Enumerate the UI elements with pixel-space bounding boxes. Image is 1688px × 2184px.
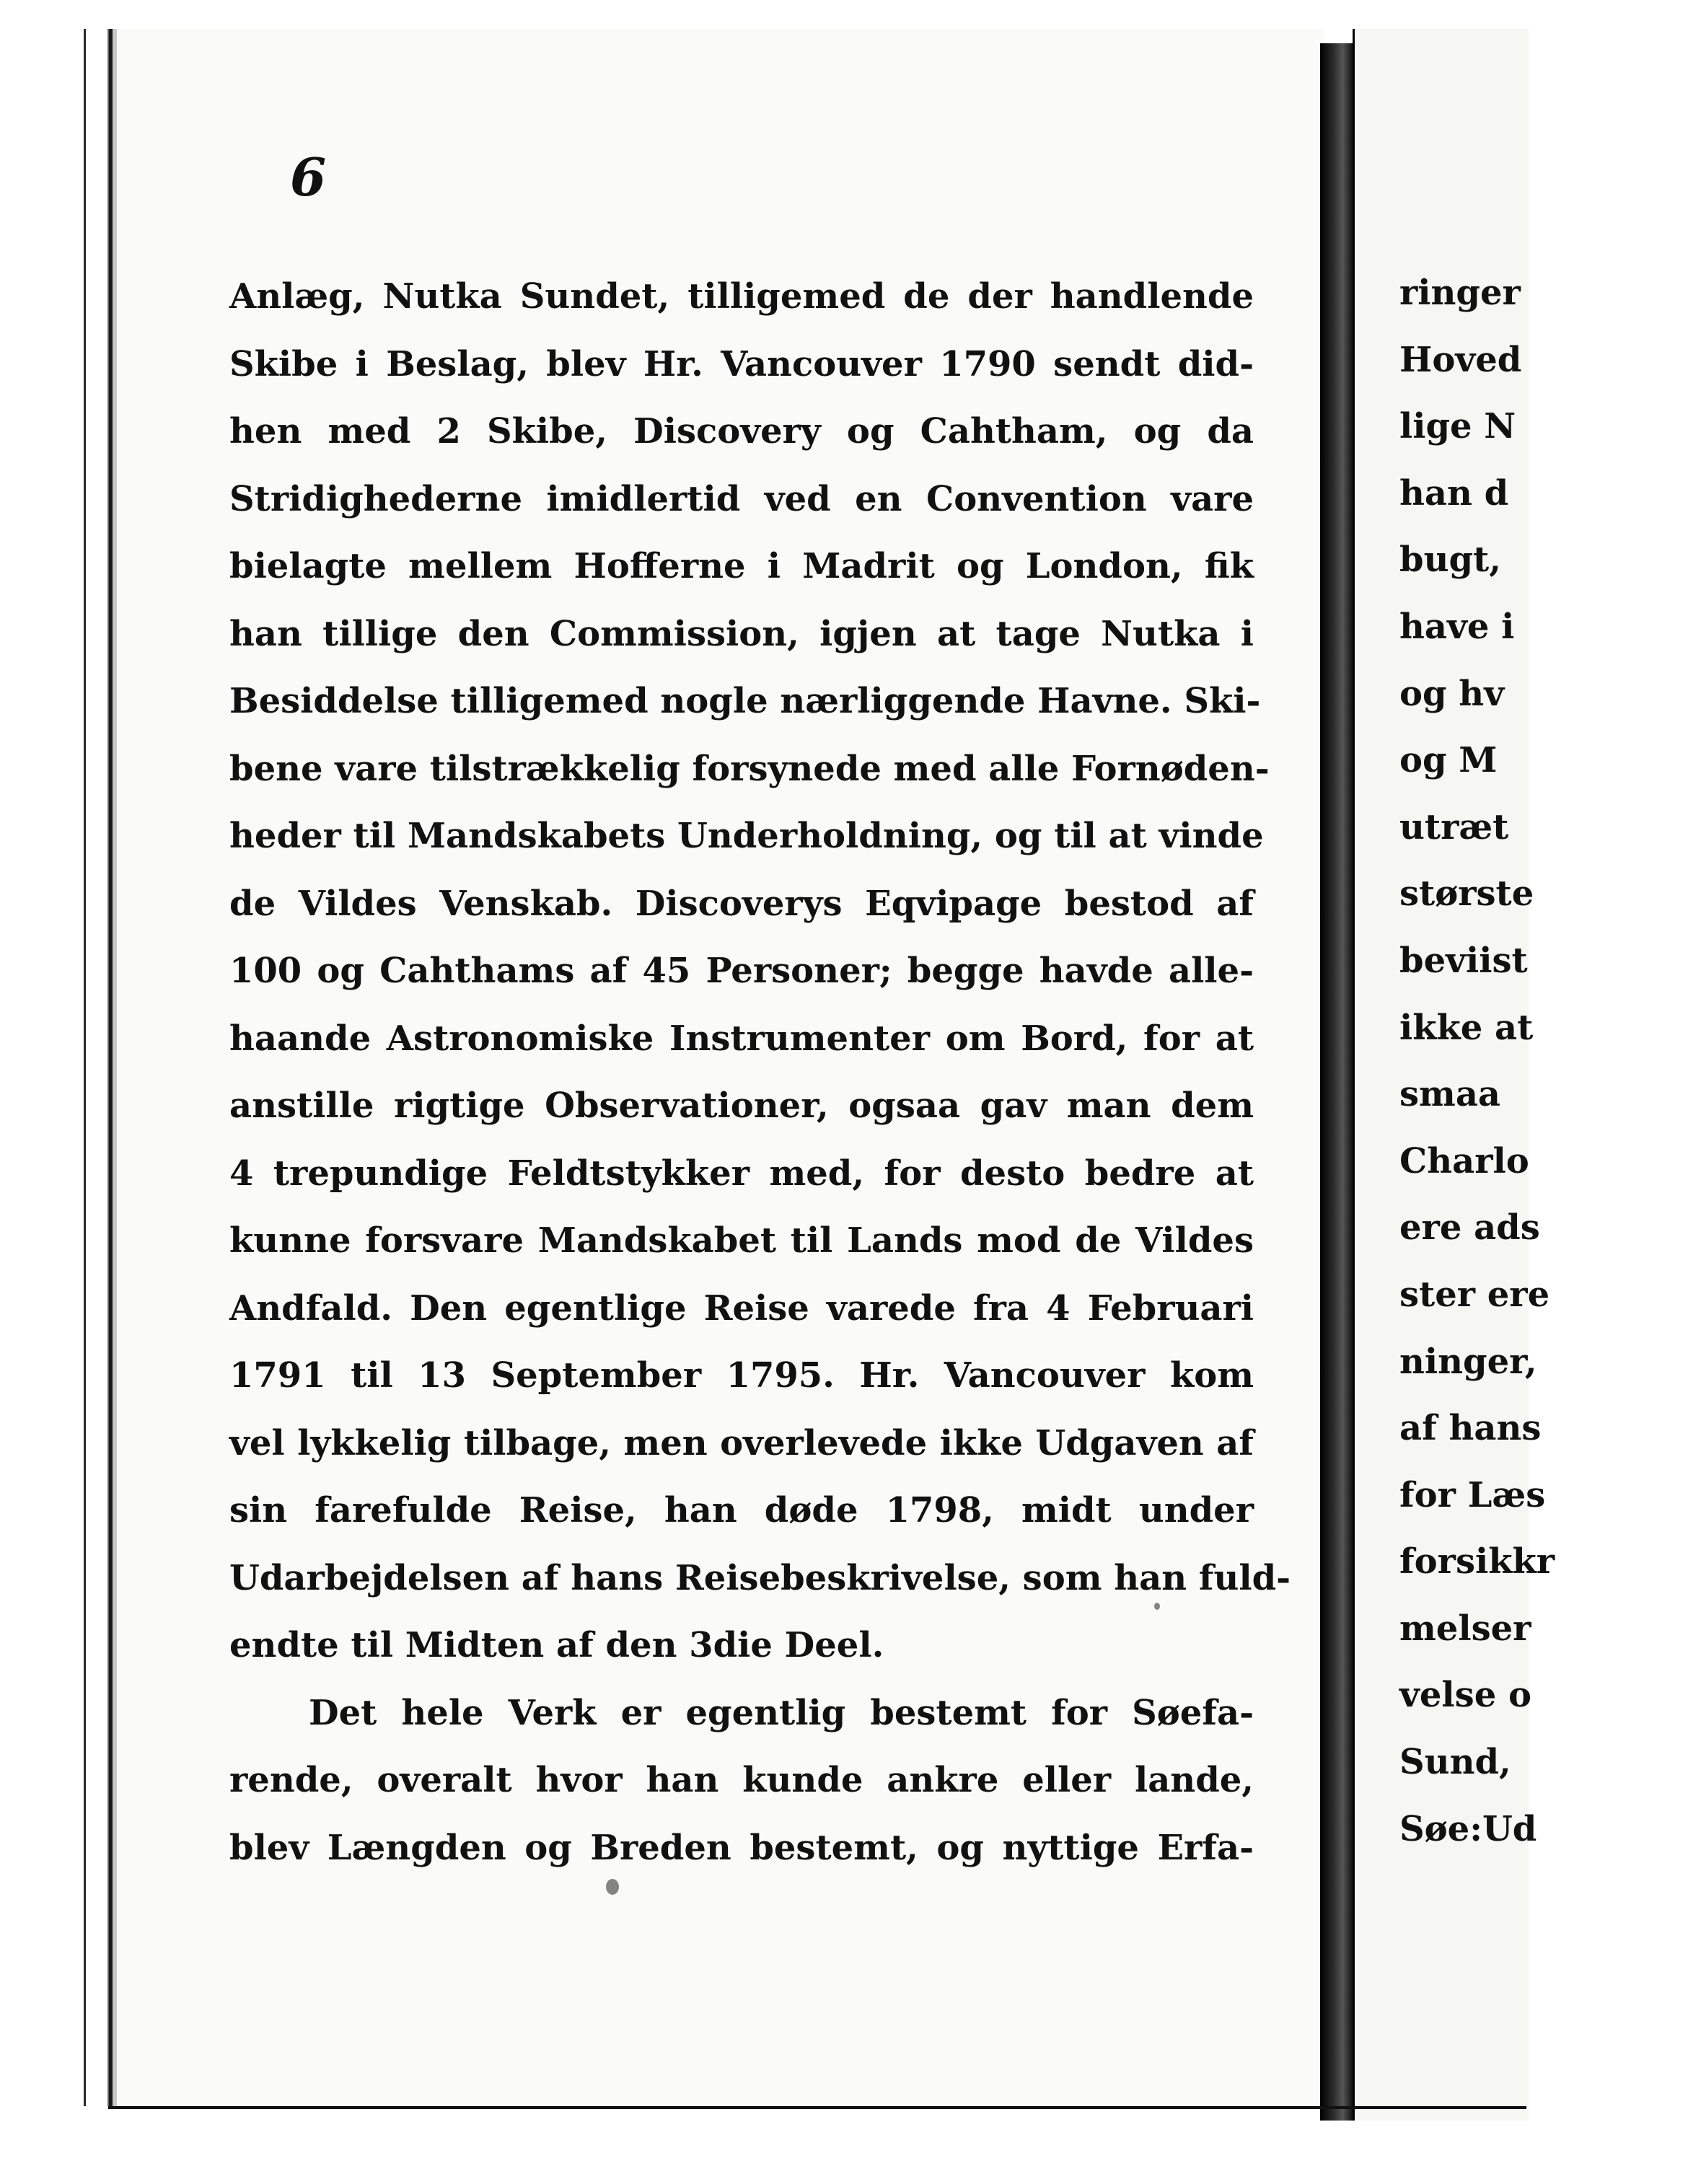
text-line: Søe:Ud — [1399, 1808, 1537, 1849]
text-line-paragraph-end: endte til Midten af den 3die Deel. — [229, 1625, 884, 1665]
text-line: rende, overalt hvor han kunde ankre eller lande, — [229, 1760, 1254, 1800]
text-line: 100 og Cahthams af 45 Personer; begge havde alle- — [229, 951, 1254, 991]
text-line: Udarbejdelsen af hans Reisebeskrivelse, som han fuld- — [229, 1557, 1291, 1598]
text-line: bielagte mellem Hofferne i Madrit og London, fik — [229, 546, 1254, 586]
text-line: bene vare tilstrækkelig forsynede med alle Fornøden- — [229, 748, 1270, 789]
text-line: af hans — [1399, 1408, 1542, 1449]
text-line: ikke at — [1399, 1007, 1534, 1048]
text-line: Anlæg, Nutka Sundet, tilligemed de der handlende — [229, 276, 1254, 317]
text-line: Besiddelse tilligemed nogle nærliggende Havne. Ski- — [229, 681, 1261, 721]
text-line-paragraph-start: Det hele Verk er egentlig bestemt for Søefa- — [309, 1692, 1254, 1733]
text-line: og hv — [1399, 673, 1505, 714]
text-line: 1791 til 13 September 1795. Hr. Vancouver kom — [229, 1355, 1254, 1396]
text-line: sin farefulde Reise, han døde 1798, midt under — [229, 1490, 1254, 1531]
text-line: han d — [1399, 472, 1509, 514]
text-line: kunne forsvare Mandskabet til Lands mod de Vildes — [229, 1220, 1254, 1261]
text-line: anstille rigtige Observationer, ogsaa gav man dem — [229, 1086, 1254, 1126]
text-line: beviist — [1399, 940, 1528, 981]
text-line: ringer — [1399, 273, 1521, 313]
text-line: blev Længden og Breden bestemt, og nyttige Erfa- — [229, 1827, 1254, 1868]
ink-smudge — [1154, 1603, 1160, 1610]
text-line: utræt — [1399, 806, 1509, 847]
text-line: smaa — [1399, 1074, 1501, 1115]
text-line: største — [1399, 873, 1534, 915]
text-line: Hoved — [1399, 339, 1522, 380]
text-line: haande Astronomiske Instrumenter om Bord, for at — [229, 1018, 1254, 1059]
text-line: Andfald. Den egentlige Reise varede fra 4 Februari — [229, 1287, 1254, 1329]
right-page-partial — [1353, 29, 1555, 2121]
text-line: Skibe i Beslag, blev Hr. Vancouver 1790 sendt did- — [229, 343, 1254, 384]
text-line: melser — [1399, 1608, 1531, 1649]
text-line: velse o — [1399, 1675, 1531, 1716]
text-line: bugt, — [1399, 540, 1501, 581]
text-line: for Læs — [1399, 1474, 1546, 1515]
text-line: lige N — [1399, 406, 1516, 447]
text-line: han tillige den Commission, igjen at tage Nutka i — [229, 613, 1254, 654]
text-line: de Vildes Venskab. Discoverys Eqvipage bestod af — [229, 883, 1254, 924]
ink-smudge — [606, 1879, 619, 1895]
page-bottom-edge — [108, 2106, 1526, 2109]
page-number: 6 — [290, 146, 327, 208]
right-page-text — [1399, 260, 1688, 1862]
text-line: heder til Mandskabets Underholdning, og til at vinde — [229, 816, 1264, 856]
text-line: vel lykkelig tilbage, men overlevede ikke Udgaven af — [229, 1422, 1254, 1463]
text-line: Sund, — [1399, 1742, 1511, 1783]
text-line: ster ere — [1399, 1274, 1550, 1315]
text-line: Stridighederne imidlertid ved en Convention vare — [229, 478, 1254, 519]
text-line: Charlo — [1399, 1140, 1529, 1181]
left-page-body-text — [229, 263, 1291, 1882]
text-line: og M — [1399, 740, 1498, 781]
text-line: ere ads — [1399, 1207, 1540, 1249]
text-line: hen med 2 Skibe, Discovery og Cahtham, og da — [229, 411, 1254, 452]
text-line: have i — [1399, 606, 1515, 647]
text-line: 4 trepundige Feldtstykker med, for desto bedre at — [229, 1153, 1254, 1194]
book-gutter — [1320, 43, 1353, 2121]
text-line: forsikkr — [1399, 1541, 1555, 1582]
text-line: ninger, — [1399, 1341, 1537, 1382]
